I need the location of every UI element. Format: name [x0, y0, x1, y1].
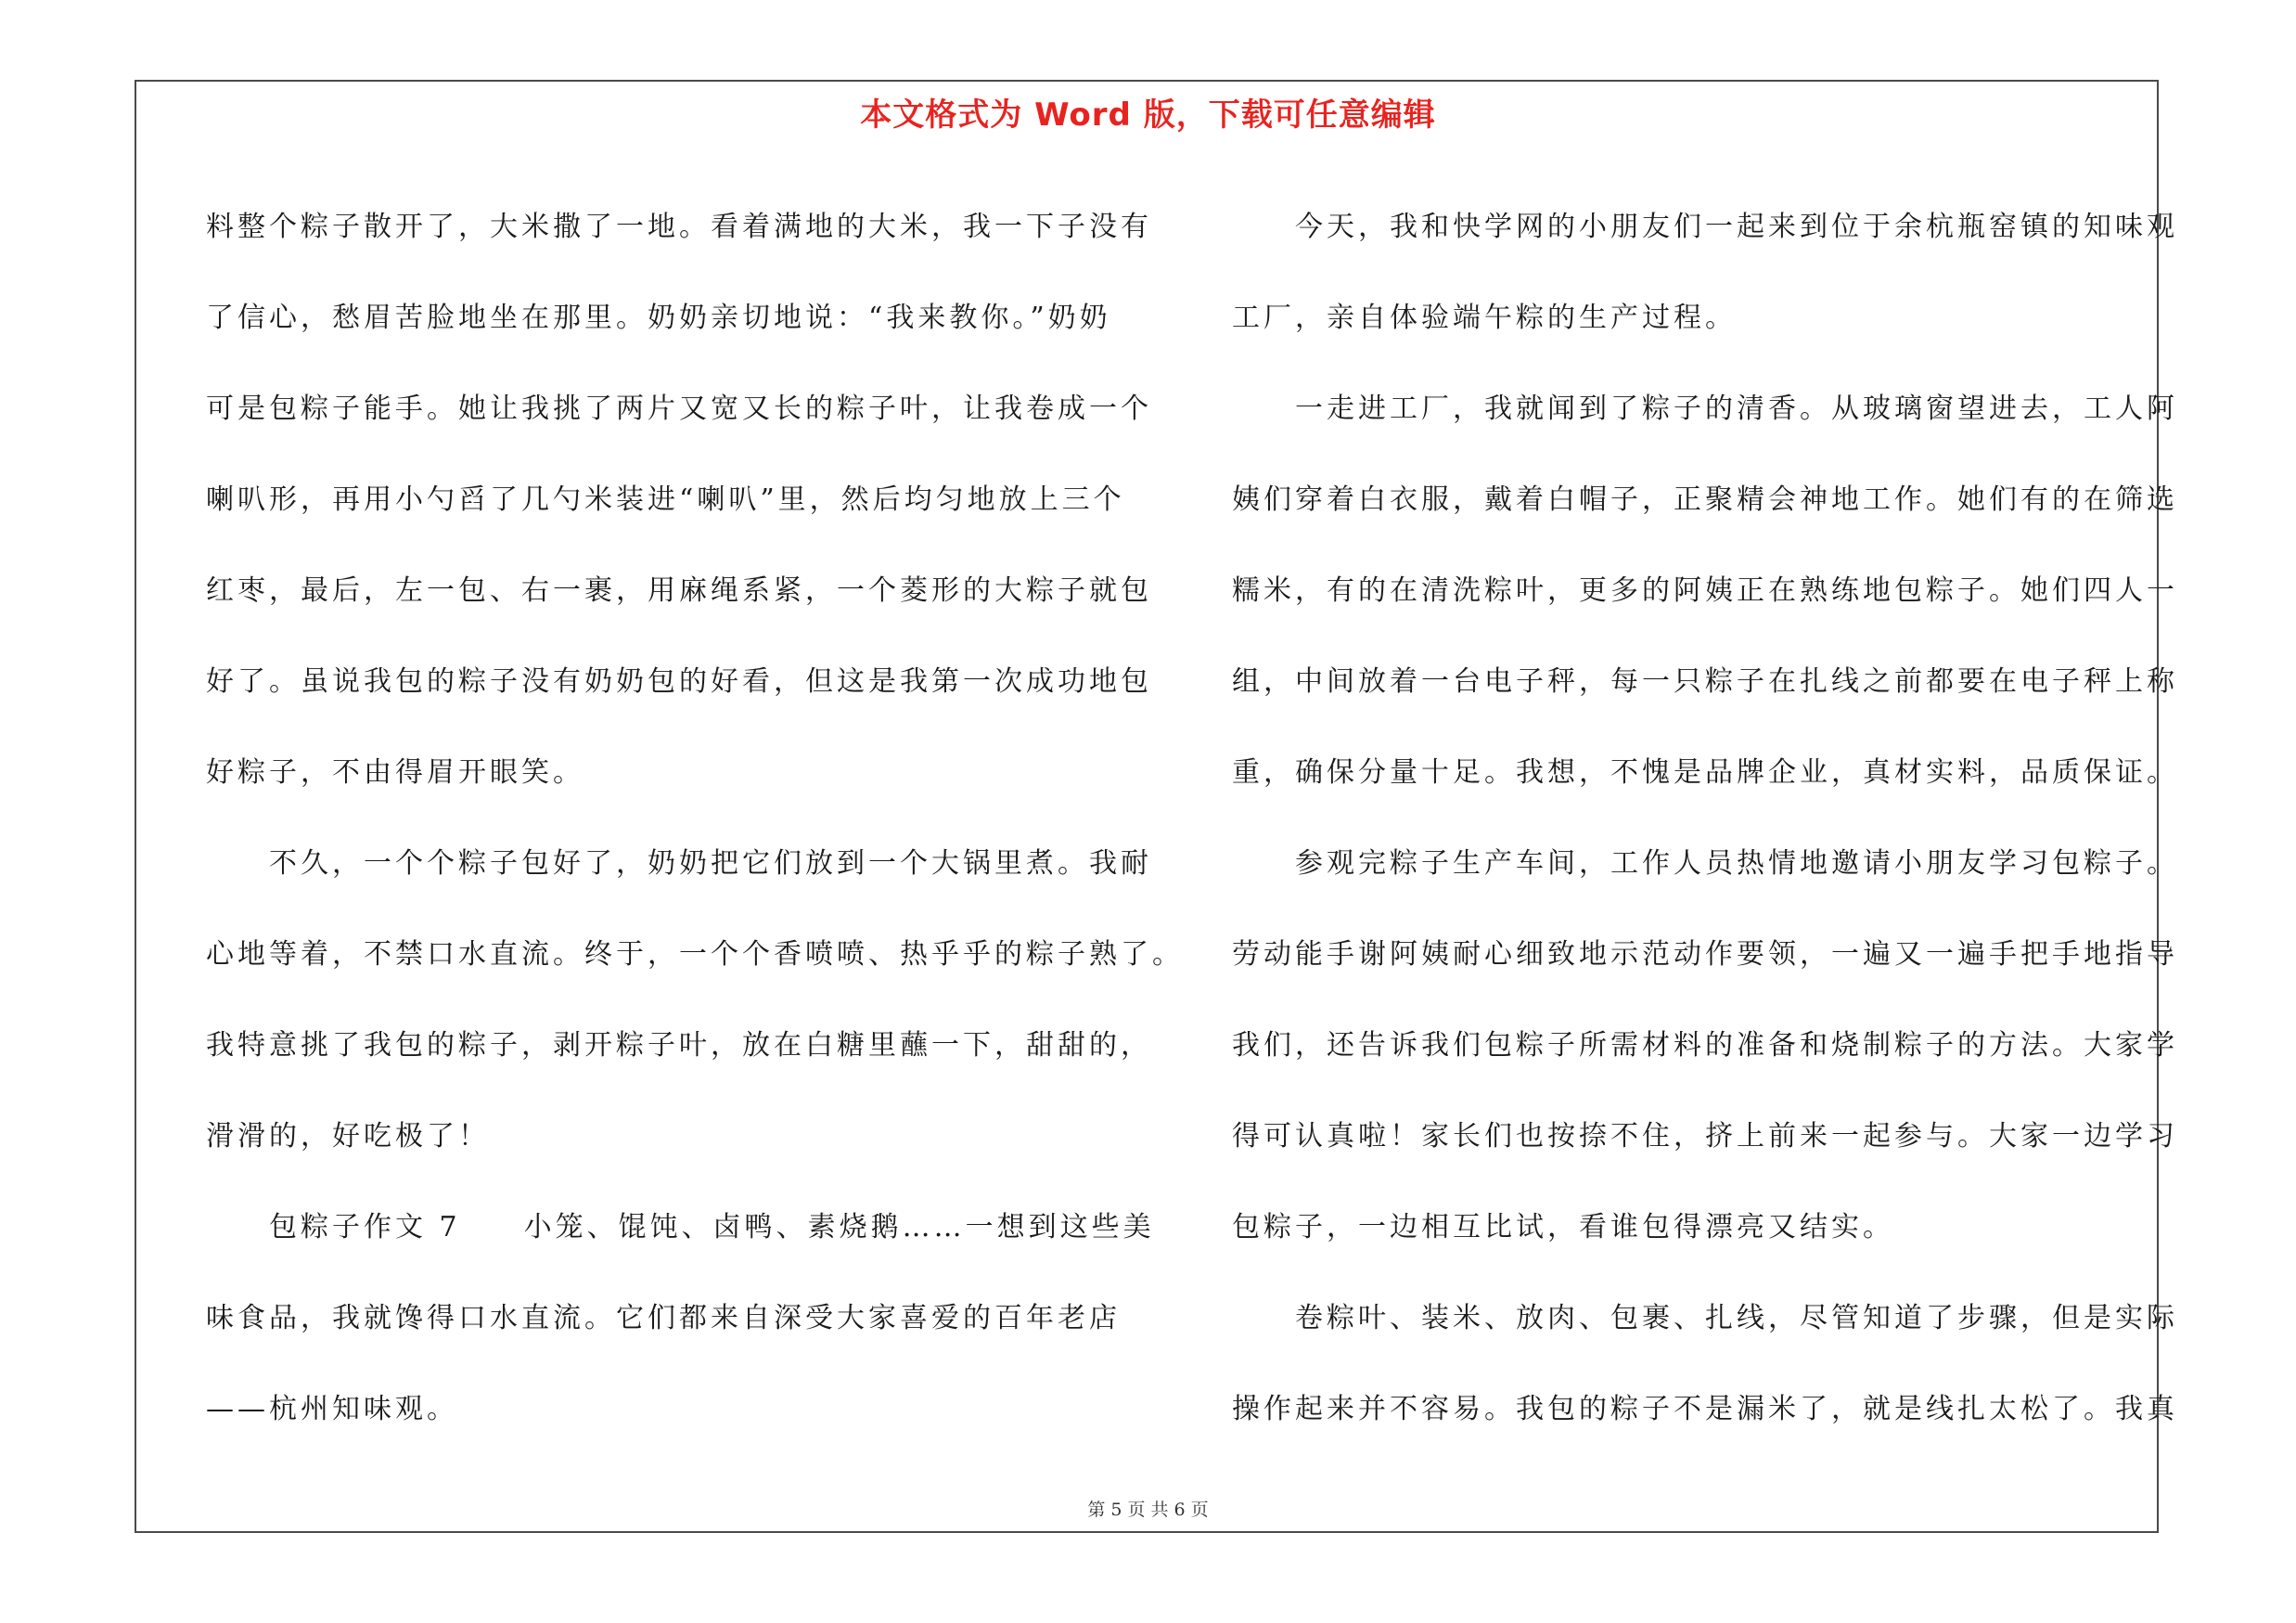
text-line: 包粽子，一边相互比试，看谁包得漂亮又结实。 — [1232, 1211, 1894, 1243]
text-line: 好粽子，不由得眉开眼笑。 — [206, 756, 584, 789]
text-line: 卷粽叶、装米、放肉、包裹、扎线，尽管知道了步骤，但是实际 — [1232, 1302, 2178, 1334]
text-line: 我们，还告诉我们包粽子所需材料的准备和烧制粽子的方法。大家学 — [1232, 1029, 2178, 1062]
text-line: 好了。虽说我包的粽子没有奶奶包的好看，但这是我第一次成功地包 — [206, 665, 1152, 698]
text-line: 不久，一个个粽子包好了，奶奶把它们放到一个大锅里煮。我耐 — [206, 847, 1152, 880]
text-line: 参观完粽子生产车间，工作人员热情地邀请小朋友学习包粽子。 — [1232, 847, 2178, 880]
text-line: 包粽子作文 7 小笼、馄饨、卤鸭、素烧鹅……一想到这些美 — [206, 1211, 1155, 1243]
text-line: 重，确保分量十足。我想，不愧是品牌企业，真材实料，品质保证。 — [1232, 756, 2178, 789]
text-line: ——杭州知味观。 — [206, 1393, 458, 1425]
text-line: 姨们穿着白衣服，戴着白帽子，正聚精会神地工作。她们有的在筛选 — [1232, 483, 2178, 516]
text-line: 红枣，最后，左一包、右一裹，用麻绳系紧，一个菱形的大粽子就包 — [206, 574, 1152, 607]
text-line: 味食品，我就馋得口水直流。它们都来自深受大家喜爱的百年老店 — [206, 1302, 1121, 1334]
text-line: 可是包粽子能手。她让我挑了两片又宽又长的粽子叶，让我卷成一个 — [206, 393, 1152, 425]
text-line: 操作起来并不容易。我包的粽子不是漏米了，就是线扎太松了。我真 — [1232, 1393, 2178, 1425]
header-banner: 本文格式为 Word 版，下载可任意编辑 — [860, 97, 1436, 134]
text-line: 喇叭形，再用小勺舀了几勺米装进“喇叭”里，然后均匀地放上三个 — [206, 483, 1125, 516]
text-line: 料整个粽子散开了，大米撒了一地。看着满地的大米，我一下子没有 — [206, 211, 1152, 243]
text-line: 滑滑的，好吃极了！ — [206, 1120, 490, 1153]
page-number: 第 5 页 共 6 页 — [1087, 1500, 1209, 1520]
text-line: 组，中间放着一台电子秤，每一只粽子在扎线之前都要在电子秤上称 — [1232, 665, 2178, 698]
text-line: 工厂，亲自体验端午粽的生产过程。 — [1232, 302, 1737, 334]
text-line: 心地等着，不禁口水直流。终于，一个个香喷喷、热乎乎的粽子熟了。 — [206, 938, 1184, 971]
text-line: 我特意挑了我包的粽子，剥开粽子叶，放在白糖里蘸一下，甜甜的， — [206, 1029, 1152, 1062]
left-text-column — [206, 182, 1184, 1455]
text-line: 得可认真啦！家长们也按捺不住，挤上前来一起参与。大家一边学习 — [1232, 1120, 2178, 1153]
text-line: 一走进工厂，我就闻到了粽子的清香。从玻璃窗望进去，工人阿 — [1232, 393, 2178, 425]
text-line: 了信心，愁眉苦脸地坐在那里。奶奶亲切地说：“我来教你。”奶奶 — [206, 302, 1111, 334]
text-line: 糯米，有的在清洗粽叶，更多的阿姨正在熟练地包粽子。她们四人一 — [1232, 574, 2178, 607]
text-line: 劳动能手谢阿姨耐心细致地示范动作要领，一遍又一遍手把手地指导 — [1232, 938, 2178, 971]
text-line: 今天，我和快学网的小朋友们一起来到位于余杭瓶窑镇的知味观 — [1232, 211, 2178, 243]
right-text-column — [1232, 182, 2178, 1455]
